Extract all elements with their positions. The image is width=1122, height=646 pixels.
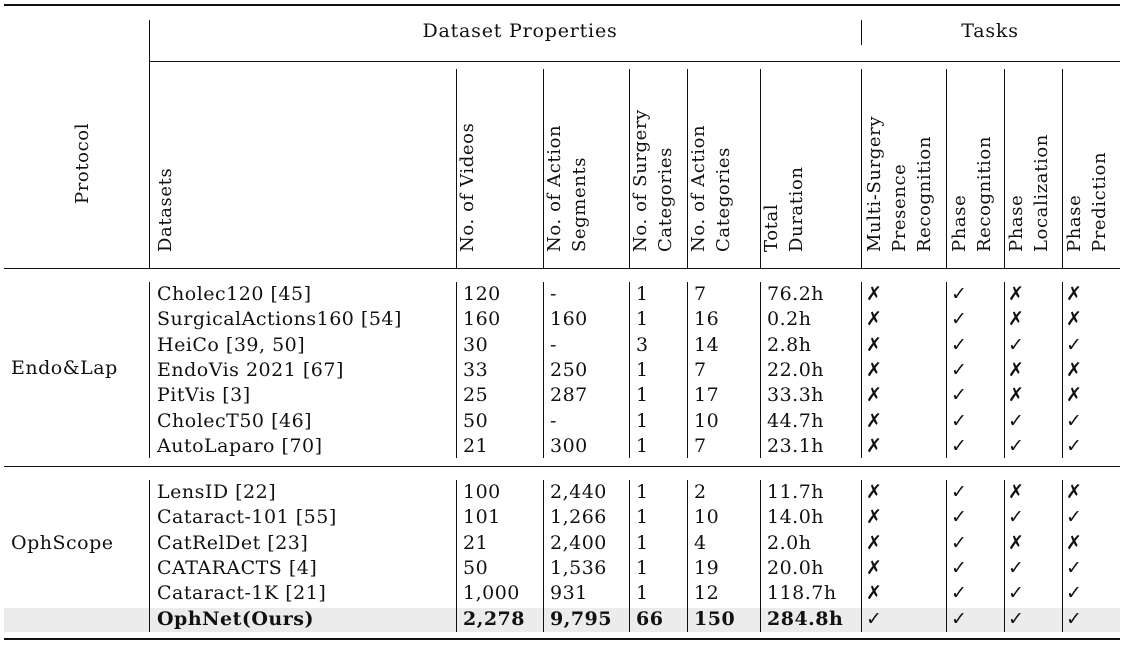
column-divider	[456, 480, 457, 632]
protocol-header: Protocol	[72, 122, 93, 204]
dataset-name: Cholec120 [45]	[157, 283, 312, 305]
cell-segments: 2,440	[550, 481, 607, 503]
dataset-name: LensID [22]	[157, 481, 277, 503]
check-icon: ✓	[1066, 582, 1082, 605]
cell-segments: -	[550, 409, 557, 432]
check-icon: ✓	[1008, 582, 1024, 605]
header-bottom-rule	[4, 268, 1120, 269]
check-icon: ✓	[951, 607, 967, 630]
cross-icon: ✗	[1066, 481, 1082, 503]
cell-videos: 50	[463, 556, 489, 579]
cell-dur: 11.7h	[767, 481, 825, 503]
cell-act: 10	[694, 409, 720, 432]
cell-dur: 0.2h	[767, 308, 812, 331]
cell-videos: 101	[463, 506, 501, 529]
cross-icon: ✗	[1066, 283, 1082, 305]
cell-videos: 50	[463, 409, 489, 432]
cell-surg: 1	[636, 308, 649, 331]
protocol-label: Endo&Lap	[11, 357, 118, 379]
column-divider	[543, 282, 544, 458]
column-header: Recognition	[974, 135, 995, 252]
column-header: Multi-Surgery	[864, 115, 885, 252]
cell-segments: 931	[550, 582, 588, 605]
cell-dur: 33.3h	[767, 384, 825, 407]
subheader-rule	[150, 61, 1120, 62]
cell-segments: 1,536	[550, 556, 607, 579]
cell-surg: 1	[636, 434, 649, 457]
column-divider	[1062, 480, 1063, 632]
column-header: Phase	[1064, 194, 1085, 252]
column-divider	[861, 480, 862, 632]
cross-icon: ✗	[1008, 283, 1024, 305]
cell-surg: 1	[636, 582, 649, 605]
cell-act: 17	[694, 384, 720, 407]
cell-segments: 160	[550, 308, 588, 331]
cell-videos: 160	[463, 308, 501, 331]
cell-dur: 118.7h	[767, 582, 837, 605]
tasks-header: Tasks	[961, 20, 1019, 42]
protocol-divider-header	[149, 20, 150, 268]
check-icon: ✓	[951, 531, 967, 554]
cell-dur: 22.0h	[767, 358, 825, 381]
check-icon: ✓	[1066, 333, 1082, 356]
protocol-divider-group2	[149, 480, 150, 632]
dataset-name: Cataract-1K [21]	[157, 582, 327, 605]
cross-icon: ✗	[1008, 384, 1024, 407]
cell-dur: 2.8h	[767, 333, 812, 356]
column-divider	[687, 282, 688, 458]
check-icon: ✓	[951, 556, 967, 579]
cross-icon: ✗	[866, 434, 882, 457]
cell-segments: 1,266	[550, 506, 607, 529]
cross-icon: ✗	[1066, 384, 1082, 407]
cell-act: 150	[694, 607, 736, 630]
cross-icon: ✗	[1066, 531, 1082, 554]
dataset-properties-header: Dataset Properties	[422, 20, 618, 42]
column-header: Categories	[655, 147, 676, 252]
cross-icon: ✗	[866, 506, 882, 529]
check-icon: ✓	[866, 607, 882, 630]
column-header: Phase	[1006, 194, 1027, 252]
dataset-name: Cataract-101 [55]	[157, 506, 337, 529]
column-divider	[946, 282, 947, 458]
cell-videos: 100	[463, 481, 501, 503]
check-icon: ✓	[1066, 434, 1082, 457]
column-divider	[543, 480, 544, 632]
cell-segments: 9,795	[550, 607, 612, 630]
cross-icon: ✗	[1008, 308, 1024, 331]
cell-act: 2	[694, 481, 707, 503]
check-icon: ✓	[951, 409, 967, 432]
cell-act: 16	[694, 308, 720, 331]
column-header: Categories	[713, 147, 734, 252]
cell-surg: 66	[636, 607, 664, 630]
check-icon: ✓	[951, 384, 967, 407]
cell-act: 10	[694, 506, 720, 529]
dataset-name: AutoLaparo [70]	[157, 434, 323, 457]
column-header: Duration	[786, 166, 807, 252]
cross-icon: ✗	[866, 531, 882, 554]
cell-dur: 2.0h	[767, 531, 812, 554]
cell-surg: 3	[636, 333, 649, 356]
cross-icon: ✗	[866, 409, 882, 432]
check-icon: ✓	[1008, 434, 1024, 457]
check-icon: ✓	[1008, 333, 1024, 356]
cell-act: 14	[694, 333, 720, 356]
cell-segments: -	[550, 333, 557, 356]
cross-icon: ✗	[866, 283, 882, 305]
cross-icon: ✗	[1066, 308, 1082, 331]
cell-surg: 1	[636, 481, 649, 503]
column-header: Phase	[949, 194, 970, 252]
check-icon: ✓	[1066, 409, 1082, 432]
check-icon: ✓	[951, 481, 967, 503]
column-header: Total	[761, 203, 782, 252]
dataset-name: SurgicalActions160 [54]	[157, 308, 402, 331]
tasks-divider-top	[861, 20, 862, 45]
cell-dur: 20.0h	[767, 556, 825, 579]
cross-icon: ✗	[866, 481, 882, 503]
cell-surg: 1	[636, 283, 649, 305]
column-divider	[760, 480, 761, 632]
cell-dur: 76.2h	[767, 283, 825, 305]
check-icon: ✓	[1008, 556, 1024, 579]
cell-segments: 287	[550, 384, 588, 407]
dataset-name: PitVis [3]	[157, 384, 251, 407]
cell-surg: 1	[636, 384, 649, 407]
column-header: Recognition	[914, 135, 935, 252]
cell-segments: 300	[550, 434, 588, 457]
column-header: Localization	[1031, 134, 1052, 252]
cell-act: 12	[694, 582, 720, 605]
bottom-rule	[4, 638, 1120, 640]
cell-segments: 2,400	[550, 531, 607, 554]
column-divider	[1062, 282, 1063, 458]
column-header: No. of Action	[544, 124, 565, 252]
dataset-name: HeiCo [39, 50]	[157, 333, 306, 356]
cell-videos: 30	[463, 333, 489, 356]
dataset-name: EndoVis 2021 [67]	[157, 358, 344, 381]
protocol-label: OphScope	[11, 532, 114, 554]
column-header: No. of Action	[688, 124, 709, 252]
dataset-name: CholecT50 [46]	[157, 409, 313, 432]
check-icon: ✓	[1008, 409, 1024, 432]
dataset-name: CatRelDet [23]	[157, 531, 309, 554]
datasets-header: Datasets	[155, 167, 176, 252]
cell-surg: 1	[636, 506, 649, 529]
cross-icon: ✗	[866, 333, 882, 356]
check-icon: ✓	[951, 506, 967, 529]
cell-act: 7	[694, 434, 707, 457]
column-divider	[1004, 282, 1005, 458]
cell-act: 7	[694, 283, 707, 305]
cross-icon: ✗	[1066, 358, 1082, 381]
cell-videos: 25	[463, 384, 489, 407]
check-icon: ✓	[1066, 607, 1082, 630]
column-divider	[456, 282, 457, 458]
check-icon: ✓	[1066, 556, 1082, 579]
cell-surg: 1	[636, 531, 649, 554]
cross-icon: ✗	[866, 556, 882, 579]
cell-act: 7	[694, 358, 707, 381]
cell-videos: 2,278	[463, 607, 525, 630]
column-divider	[760, 282, 761, 458]
check-icon: ✓	[951, 434, 967, 457]
check-icon: ✓	[1008, 607, 1024, 630]
cross-icon: ✗	[1008, 531, 1024, 554]
column-divider	[1004, 480, 1005, 632]
dataset-name: OphNet(Ours)	[157, 607, 314, 630]
cell-act: 19	[694, 556, 720, 579]
group-rule	[4, 466, 1120, 467]
column-header: Segments	[569, 156, 590, 252]
check-icon: ✓	[1066, 506, 1082, 529]
top-rule	[4, 4, 1120, 6]
cell-videos: 120	[463, 283, 501, 305]
cell-dur: 14.0h	[767, 506, 825, 529]
column-divider	[946, 480, 947, 632]
cell-dur: 284.8h	[767, 607, 844, 630]
column-divider	[687, 480, 688, 632]
column-header: Presence	[889, 163, 910, 252]
cell-act: 4	[694, 531, 707, 554]
check-icon: ✓	[1008, 506, 1024, 529]
column-header: No. of Surgery	[630, 109, 651, 252]
check-icon: ✓	[951, 582, 967, 605]
check-icon: ✓	[951, 283, 967, 305]
check-icon: ✓	[951, 358, 967, 381]
column-header: Prediction	[1089, 151, 1110, 252]
cross-icon: ✗	[1008, 481, 1024, 503]
cell-videos: 21	[463, 434, 489, 457]
dataset-name: CATARACTS [4]	[157, 556, 318, 579]
cell-dur: 23.1h	[767, 434, 825, 457]
check-icon: ✓	[951, 308, 967, 331]
cell-videos: 33	[463, 358, 489, 381]
cell-surg: 1	[636, 556, 649, 579]
cell-segments: -	[550, 283, 557, 305]
column-divider	[861, 282, 862, 458]
cross-icon: ✗	[866, 384, 882, 407]
cross-icon: ✗	[1008, 358, 1024, 381]
column-divider	[629, 282, 630, 458]
column-header: No. of Videos	[457, 122, 478, 252]
cross-icon: ✗	[866, 358, 882, 381]
check-icon: ✓	[951, 333, 967, 356]
cell-videos: 21	[463, 531, 489, 554]
cell-videos: 1,000	[463, 582, 520, 605]
cell-dur: 44.7h	[767, 409, 825, 432]
cell-surg: 1	[636, 358, 649, 381]
cell-surg: 1	[636, 409, 649, 432]
cell-segments: 250	[550, 358, 588, 381]
protocol-divider-group1	[149, 282, 150, 458]
cross-icon: ✗	[866, 582, 882, 605]
cross-icon: ✗	[866, 308, 882, 331]
column-divider	[629, 480, 630, 632]
